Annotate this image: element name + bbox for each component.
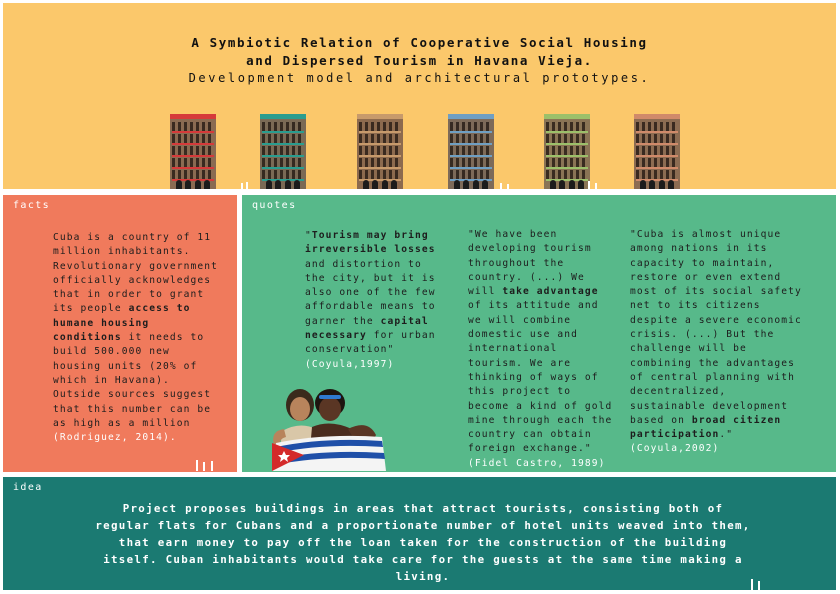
building-window-row — [359, 158, 401, 167]
building-prototype — [357, 114, 403, 191]
building-balcony — [172, 143, 214, 145]
building-window-row — [546, 146, 588, 155]
building-window-row — [359, 134, 401, 143]
building-window-row — [450, 134, 492, 143]
building-balcony — [636, 167, 678, 169]
building-window-row — [450, 158, 492, 167]
building-window-row — [546, 134, 588, 143]
building-window-row — [359, 170, 401, 179]
building-prototype — [448, 114, 494, 191]
building-window-row — [359, 122, 401, 131]
people-silhouette-icon — [193, 457, 223, 471]
building-balcony — [359, 167, 401, 169]
building-window-row — [546, 170, 588, 179]
quote-text: for urban conservation" — [305, 330, 436, 356]
quote-highlight: capital necessary — [305, 315, 429, 342]
building-window-row — [262, 158, 304, 167]
building-window-row — [636, 158, 678, 167]
idea-panel — [3, 477, 836, 590]
building-window-row — [636, 134, 678, 143]
quote-3 — [630, 228, 806, 457]
building-balcony — [546, 167, 588, 169]
building-balcony — [546, 143, 588, 145]
building-prototype — [544, 114, 590, 191]
quote-text: ." — [719, 429, 734, 441]
building-prototype — [170, 114, 216, 191]
facts-panel — [3, 195, 237, 472]
facts-highlight: access to humane housing conditions — [53, 303, 191, 344]
building-facade — [544, 119, 590, 191]
facts-text — [53, 231, 223, 445]
quote-citation: (Coyula,1997) — [305, 358, 395, 370]
header-panel — [3, 3, 836, 191]
quote-citation: (Fidel Castro, 1989) — [468, 457, 606, 469]
cuban-flag-photo — [264, 385, 394, 471]
ground-line — [3, 189, 836, 191]
building-balcony — [262, 167, 304, 169]
building-facade — [260, 119, 306, 191]
building-balcony — [450, 131, 492, 133]
building-balcony — [450, 155, 492, 157]
building-window-row — [172, 134, 214, 143]
building-balcony — [636, 143, 678, 145]
building-balcony — [546, 131, 588, 133]
quote-text: "We have been developing tourism throughout the country. (...) We will — [468, 229, 592, 298]
quote-text: "Cuba is almost unique among nations in its capacity to maintain, restore or even extend most of its social safety net to its citizens despite a severe economic crisis. (...) But the challenge will be combining the advantages of central planning with decentralized, sustainable development based on — [630, 229, 802, 426]
quote-highlight: broad citizen participation — [630, 414, 782, 441]
quote-text: and distortion to the city, but it is also one of the few affordable means to garner the — [305, 258, 436, 327]
facts-text-part: Cuba is a country of 11 million inhabitants. Revolutionary government officially acknowledges that in order to grant its people — [53, 232, 219, 315]
people-silhouette-icon — [748, 577, 768, 590]
building-window-row — [262, 146, 304, 155]
quote-mark: " — [305, 230, 312, 241]
building-balcony — [450, 143, 492, 145]
title-line-1: A Symbiotic Relation of Cooperative Social Housing — [191, 35, 648, 50]
subtitle: Development model and architectural prototypes. — [188, 71, 651, 85]
building-window-row — [172, 146, 214, 155]
building-balcony — [546, 155, 588, 157]
building-window-row — [450, 122, 492, 131]
building-window-row — [172, 158, 214, 167]
building-balcony — [359, 155, 401, 157]
quote-highlight: Tourism may bring irreversible losses — [305, 230, 436, 256]
building-balcony — [359, 131, 401, 133]
facts-label: facts — [13, 200, 51, 211]
building-balcony — [450, 167, 492, 169]
building-balcony — [262, 143, 304, 145]
building-window-row — [262, 134, 304, 143]
building-balcony — [172, 167, 214, 169]
quotes-panel — [242, 195, 836, 472]
quote-text: of its attitude and we will combine domestic use and international tourism. We are thinking of ways of this project to become a kind of gold mine through each the country can obtain foreign exchange." — [468, 300, 613, 455]
facts-text-part: it needs to build 500.000 new housing units (20% of which in Havana). Outside sources suggest that this number can be as high as a million — [53, 332, 212, 429]
building-window-row — [172, 170, 214, 179]
quotes-label: quotes — [252, 200, 297, 211]
building-window-row — [636, 122, 678, 131]
building-window-row — [172, 122, 214, 131]
building-window-row — [450, 146, 492, 155]
title-line-2: and Dispersed Tourism in Havana Vieja. — [246, 53, 593, 68]
building-facade — [448, 119, 494, 191]
building-window-row — [546, 158, 588, 167]
building-facade — [170, 119, 216, 191]
building-balcony — [172, 131, 214, 133]
building-balcony — [636, 131, 678, 133]
quote-2 — [468, 228, 614, 471]
building-facade — [634, 119, 680, 191]
building-window-row — [359, 146, 401, 155]
building-balcony — [262, 131, 304, 133]
building-window-row — [262, 122, 304, 131]
building-balcony — [359, 143, 401, 145]
building-balcony — [172, 155, 214, 157]
building-balcony — [262, 155, 304, 157]
building-balcony — [636, 155, 678, 157]
quote-citation: (Coyula,2002) — [630, 443, 720, 455]
quote-1 — [305, 229, 445, 372]
building-window-row — [636, 146, 678, 155]
building-window-row — [546, 122, 588, 131]
building-window-row — [636, 170, 678, 179]
idea-text: Project proposes buildings in areas that attract tourists, consisting both of regular flats for Cubans and a proportionate number of hotel units weaved into them, that earn money to pay off the loan taken for the construction of the building itself. Cuban inhabitants would take care for the guests at the same time making a living. — [95, 502, 751, 583]
building-facade — [357, 119, 403, 191]
facts-citation: (Rodriguez, 2014). — [53, 432, 177, 444]
building-prototype — [634, 114, 680, 191]
quote-highlight: take advantage — [502, 286, 599, 298]
building-window-row — [450, 170, 492, 179]
building-window-row — [262, 170, 304, 179]
idea-label: idea — [13, 482, 43, 493]
building-prototype — [260, 114, 306, 191]
